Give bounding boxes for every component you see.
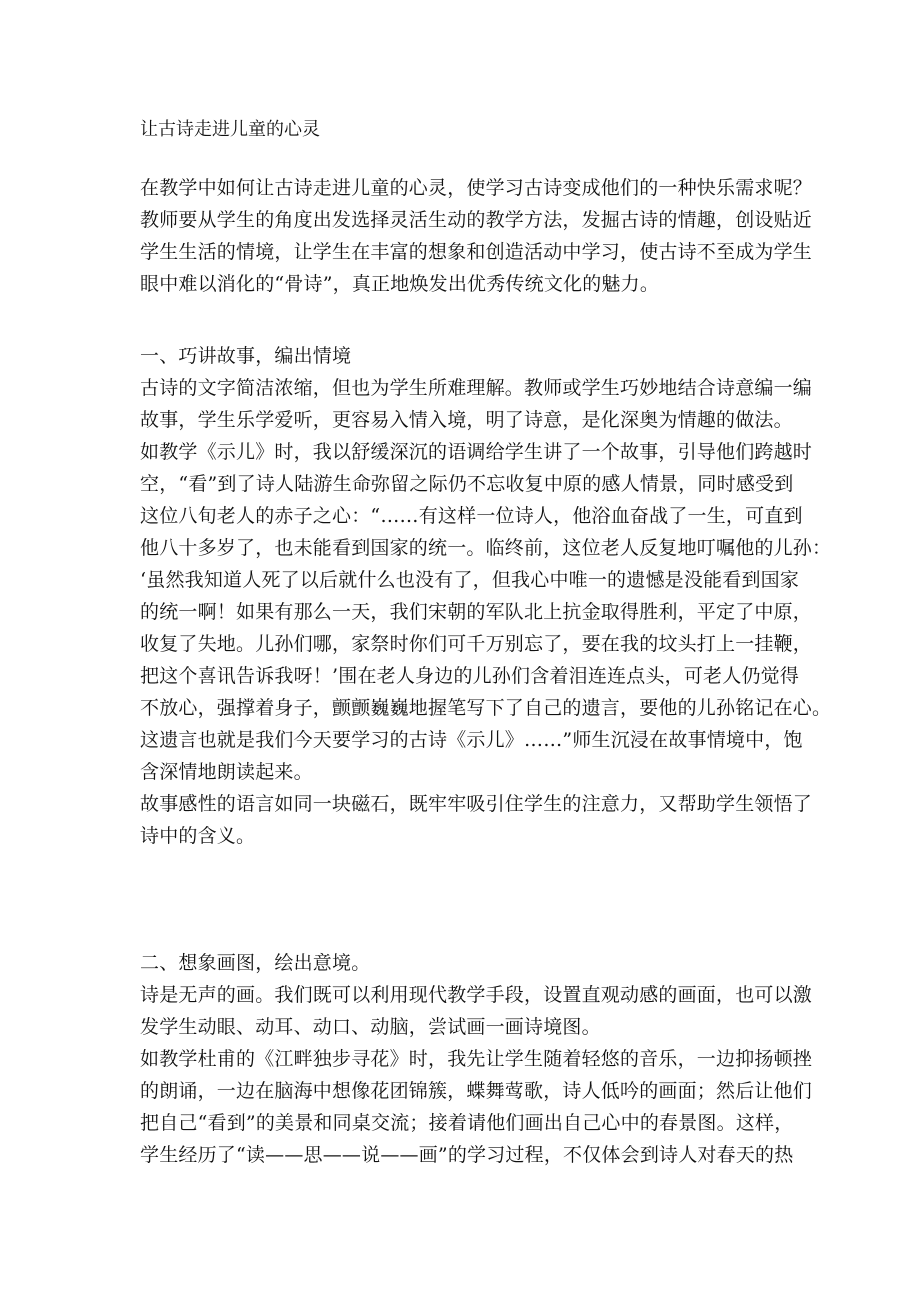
document-title: 让古诗走进儿童的心灵 <box>140 119 320 140</box>
text-line: 教师要从学生的角度出发选择灵活生动的教学方法，发掘古诗的情趣，创设贴近 <box>140 209 813 231</box>
text-line: 诗中的含义。 <box>140 825 256 847</box>
text-line: 不放心，强撑着身子，颤颤巍巍地握笔写下了自己的遗言，要他的儿孙铭记在心。 <box>140 697 832 719</box>
section-heading: 一、巧讲故事，编出情境 <box>140 345 352 367</box>
text-line: 这遗言也就是我们今天要学习的古诗《示儿》……”师生沉浸在故事情境中，饱 <box>140 729 803 751</box>
text-line: ‘虽然我知道人死了以后就什么也没有了，但我心中唯一的遗憾是没能看到国家 <box>140 569 800 591</box>
text-line: 学生经历了“读——思——说——画”的学习过程，不仅体会到诗人对春天的热 <box>140 1144 794 1166</box>
text-line: 如教学杜甫的《江畔独步寻花》时，我先让学生随着轻悠的音乐，一边抑扬顿挫 <box>140 1048 813 1070</box>
text-line: 空，“看”到了诗人陆游生命弥留之际仍不忘收复中原的感人情景，同时感受到 <box>140 473 794 495</box>
intro-paragraph <box>140 172 813 300</box>
text-line: 眼中难以消化的“骨诗”，真正地焕发出优秀传统文化的魅力。 <box>140 273 660 295</box>
text-line: 如教学《示儿》时，我以舒缓深沉的语调给学生讲了一个故事，引导他们跨越时 <box>140 441 813 463</box>
text-line: 含深情地朗读起来。 <box>140 761 313 783</box>
text-line: 诗是无声的画。我们既可以利用现代教学手段，设置直观动感的画面，也可以激 <box>140 984 813 1006</box>
text-line: 他八十多岁了，也未能看到国家的统一。临终前，这位老人反复地叮嘱他的儿孙： <box>140 537 832 559</box>
text-line: 这位八旬老人的赤子之心：“……有这样一位诗人，他浴血奋战了一生，可直到 <box>140 505 803 527</box>
section-heading: 二、想象画图，绘出意境。 <box>140 952 371 974</box>
text-line: 故事感性的语言如同一块磁石，既牢牢吸引住学生的注意力，又帮助学生领悟了 <box>140 793 813 815</box>
text-line: 的统一啊！如果有那么一天，我们宋朝的军队北上抗金取得胜利，平定了中原， <box>140 601 813 623</box>
text-line: 的朗诵，一边在脑海中想像花团锦簇，蝶舞莺歌，诗人低吟的画面；然后让他们 <box>140 1080 813 1102</box>
section-1 <box>140 340 832 852</box>
text-line: 把这个喜讯告诉我呀！’围在老人身边的儿孙们含着泪连连点头，可老人仍觉得 <box>140 665 800 687</box>
text-line: 学生生活的情境，让学生在丰富的想象和创造活动中学习，使古诗不至成为学生 <box>140 241 813 263</box>
text-line: 古诗的文字简洁浓缩，但也为学生所难理解。教师或学生巧妙地结合诗意编一编 <box>140 377 813 399</box>
text-line: 故事，学生乐学爱听，更容易入情入境，明了诗意，是化深奥为情趣的做法。 <box>140 409 793 431</box>
text-line: 在教学中如何让古诗走进儿童的心灵，使学习古诗变成他们的一种快乐需求呢？ <box>140 177 813 199</box>
text-line: 发学生动眼、动耳、动口、动脑，尝试画一画诗境图。 <box>140 1016 601 1038</box>
text-line: 把自己“看到”的美景和同桌交流；接着请他们画出自己心中的春景图。这样， <box>140 1112 794 1134</box>
text-line: 收复了失地。儿孙们哪，家祭时你们可千万别忘了，要在我的坟头打上一挂鞭， <box>140 633 813 655</box>
section-2 <box>140 947 813 1171</box>
